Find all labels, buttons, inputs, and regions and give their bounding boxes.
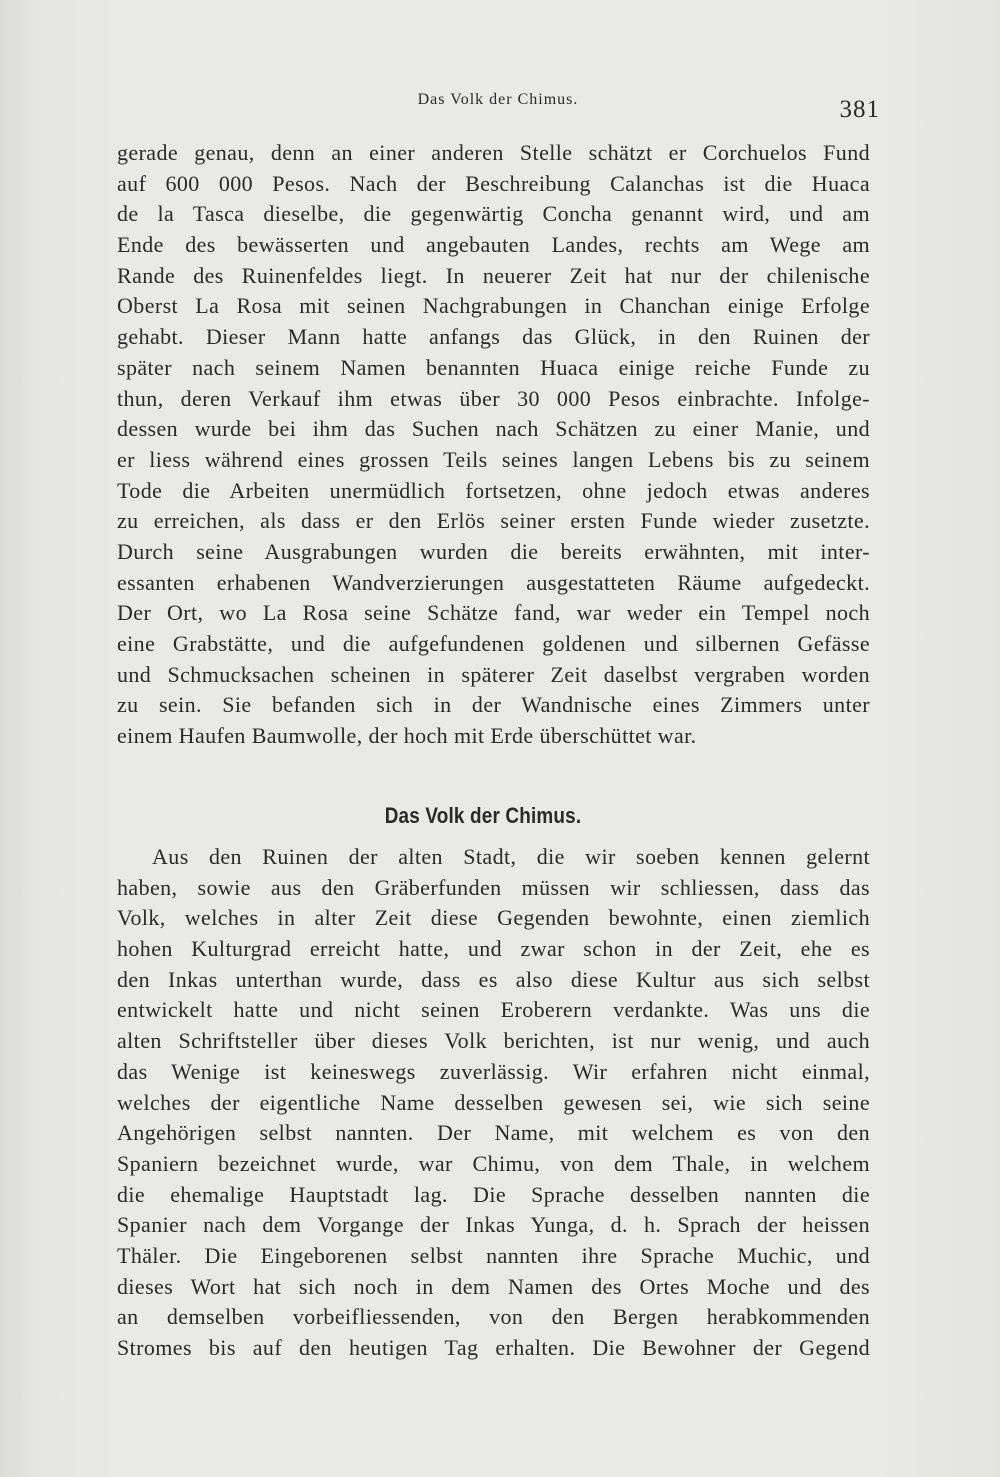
text-line: entwickelt hatte und nicht seinen Eroberern verdankte. Was uns die bbox=[117, 997, 870, 1023]
text-line: Stromes bis auf den heutigen Tag erhalten. Die Bewohner der Gegend bbox=[117, 1335, 870, 1360]
text-line: gehabt. Dieser Mann hatte anfangs das Glück, in den Ruinen der bbox=[117, 324, 870, 350]
text-line: Durch seine Ausgrabungen wurden die bereits erwähnten, mit inter- bbox=[117, 538, 870, 564]
text-line: Volk, welches in alter Zeit diese Gegenden bewohnte, einen ziemlich bbox=[117, 905, 870, 931]
text-line: die ehemalige Hauptstadt lag. Die Sprache desselben nannten die bbox=[117, 1181, 870, 1207]
text-line: zu sein. Sie befanden sich in der Wandnische eines Zimmers unter bbox=[117, 692, 870, 718]
text-line: zu erreichen, als dass er den Erlös seiner ersten Funde wieder zusetzte. bbox=[117, 508, 870, 534]
text-line: Tode die Arbeiten unermüdlich fortsetzen, ohne jedoch etwas anderes bbox=[117, 477, 870, 503]
text-line: Rande des Ruinenfeldes liegt. In neuerer Zeit hat nur der chilenische bbox=[117, 262, 870, 288]
page-number: 381 bbox=[839, 96, 880, 123]
text-line-indented: Aus den Ruinen der alten Stadt, die wir soeben kennen gelernt bbox=[152, 844, 870, 869]
text-line: den Inkas unterthan wurde, dass es also diese Kultur aus sich selbst bbox=[117, 966, 870, 992]
running-title: Das Volk der Chimus. bbox=[417, 91, 579, 108]
text-line: de la Tasca dieselbe, die gegenwärtig Concha genannt wird, und am bbox=[117, 201, 870, 227]
text-line: alten Schriftsteller über dieses Volk berichten, ist nur wenig, und auch bbox=[117, 1028, 870, 1054]
text-line: Oberst La Rosa mit seinen Nachgrabungen in Chanchan einige Erfolge bbox=[117, 293, 870, 319]
text-line: das Wenige ist keineswegs zuverlässig. Wir erfahren nicht einmal, bbox=[117, 1058, 870, 1084]
text-line: später nach seinem Namen benannten Huaca einige reiche Funde zu bbox=[117, 354, 870, 380]
text-line: Der Ort, wo La Rosa seine Schätze fand, war weder ein Tempel noch bbox=[117, 600, 870, 626]
text-line: Thäler. Die Eingeborenen selbst nannten ihre Sprache Muchic, und bbox=[117, 1242, 870, 1268]
text-line: an demselben vorbeifliessenden, von den Bergen herabkommenden bbox=[117, 1304, 870, 1330]
text-line: Ende des bewässerten und angebauten Landes, rechts am Wege am bbox=[117, 232, 870, 258]
text-line: hohen Kulturgrad erreicht hatte, und zwar schon in der Zeit, ehe es bbox=[117, 936, 870, 962]
text-line: eine Grabstätte, und die aufgefundenen goldenen und silbernen Gefässe bbox=[117, 631, 870, 656]
paragraph-2 bbox=[117, 842, 870, 1364]
text-line: essanten erhabenen Wandverzierungen ausgestatteten Räume aufgedeckt. bbox=[117, 569, 870, 595]
text-line: Angehörigen selbst nannten. Der Name, mit welchem es von den bbox=[117, 1120, 870, 1146]
text-line: dieses Wort hat sich noch in dem Namen des Ortes Moche und des bbox=[117, 1273, 870, 1299]
text-line: welches der eigentliche Name desselben gewesen sei, wie sich seine bbox=[117, 1089, 870, 1115]
text-line: auf 600 000 Pesos. Nach der Beschreibung Calanchas ist die Huaca bbox=[117, 170, 870, 196]
text-line: haben, sowie aus den Gräberfunden müssen wir schliessen, dass das bbox=[117, 874, 870, 900]
paragraph-1 bbox=[117, 138, 870, 752]
text-line-last: einem Haufen Baumwolle, der hoch mit Erde überschüttet war. bbox=[117, 723, 697, 749]
text-line: und Schmucksachen scheinen in späterer Zeit daselbst vergraben worden bbox=[117, 661, 870, 687]
text-line: er liess während eines grossen Teils seines langen Lebens bis zu seinem bbox=[117, 446, 870, 472]
text-line: Spanier nach dem Vorgange der Inkas Yunga, d. h. Sprach der heissen bbox=[117, 1212, 870, 1238]
text-line: thun, deren Verkauf ihm etwas über 30 000 Pesos einbrachte. Infolge- bbox=[117, 385, 870, 411]
text-line: dessen wurde bei ihm das Suchen nach Schätzen zu einer Manie, und bbox=[117, 416, 870, 442]
text-line: Spaniern bezeichnet wurde, war Chimu, von dem Thale, in welchem bbox=[117, 1150, 870, 1176]
section-heading: Das Volk der Chimus. bbox=[384, 803, 582, 828]
text-line: gerade genau, denn an einer anderen Stelle schätzt er Corchuelos Fund bbox=[117, 140, 870, 165]
